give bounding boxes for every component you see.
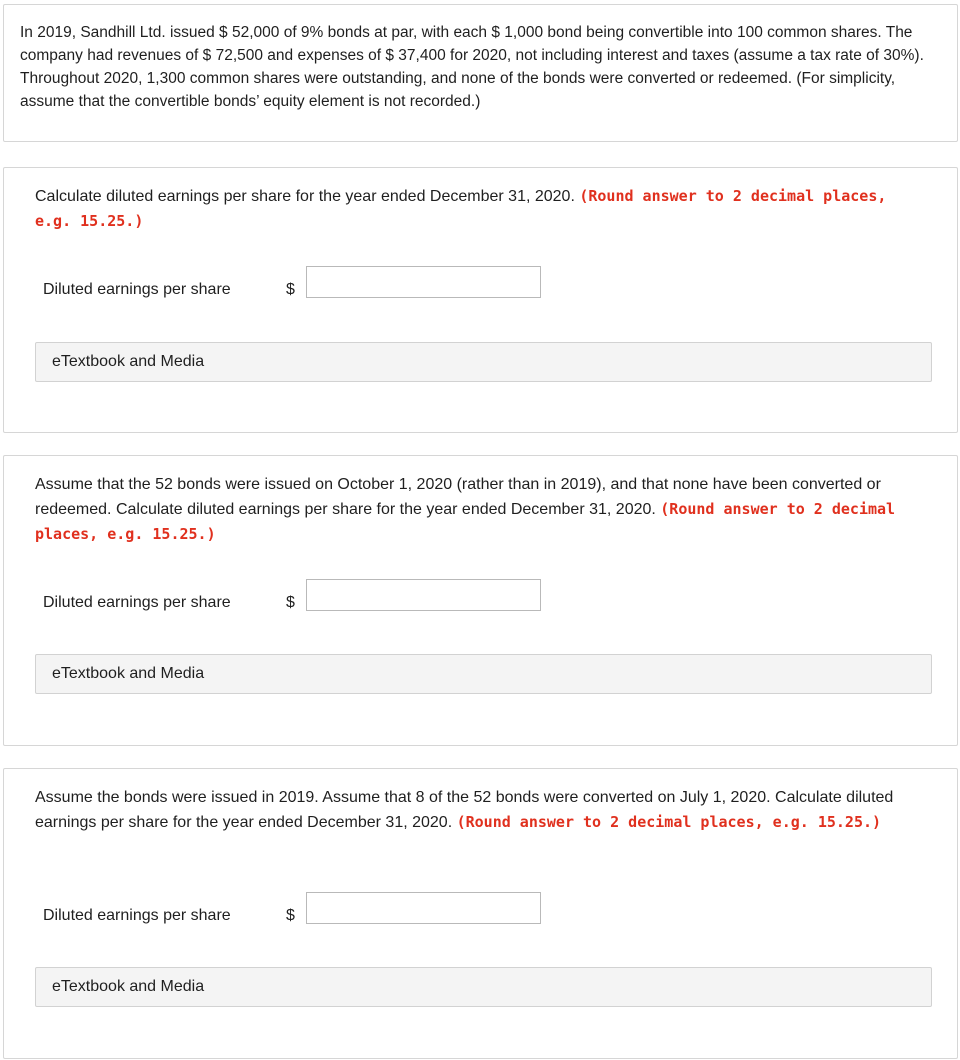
etextbook-media-button-2[interactable]: eTextbook and Media: [35, 654, 932, 694]
answer-label-3: Diluted earnings per share: [43, 907, 231, 924]
question-prompt-1: Calculate diluted earnings per share for the year ended December 31, 2020.: [35, 188, 580, 205]
question-text-3: [35, 786, 901, 835]
question-text-1: [35, 184, 901, 234]
currency-symbol-3: $: [286, 907, 295, 924]
question-card-2: [3, 455, 958, 746]
problem-statement-card: [3, 4, 958, 142]
diluted-eps-input-3[interactable]: [306, 892, 541, 924]
question-card-3: [3, 768, 958, 1059]
rounding-hint-1: (Round answer to 2 decimal places, e.g. 15.25.): [35, 187, 887, 230]
question-prompt-2: Assume that the 52 bonds were issued on October 1, 2020 (rather than in 2019), and that none have been converted or redeemed. Calculate diluted earnings per share for the year ended December 31, 2020.: [35, 476, 881, 518]
currency-symbol-1: $: [286, 281, 295, 298]
etextbook-media-button-1[interactable]: eTextbook and Media: [35, 342, 932, 382]
question-prompt-3: Assume the bonds were issued in 2019. Assume that 8 of the 52 bonds were converted on July 1, 2020. Calculate diluted earnings per share for the year ended December 31, 2020.: [35, 789, 894, 831]
problem-statement-text: In 2019, Sandhill Ltd. issued $ 52,000 of 9% bonds at par, with each $ 1,000 bond being convertible into 100 common shares. The company had revenues of $ 72,500 and expenses of $ 37,400 for 2020, not including interest and taxes (assume a tax rate of 30%). Throughout 2020, 1,300 common shares were outstanding, and none of the bonds were converted or redeemed. (For simplicity, assume that the convertible bonds’ equity element is not recorded.): [20, 24, 924, 110]
diluted-eps-input-1[interactable]: [306, 266, 541, 298]
rounding-hint-2: (Round answer to 2 decimal places, e.g. 15.25.): [35, 500, 896, 543]
diluted-eps-input-2[interactable]: [306, 579, 541, 611]
rounding-hint-3: (Round answer to 2 decimal places, e.g. 15.25.): [456, 813, 882, 831]
currency-symbol-2: $: [286, 594, 295, 611]
etextbook-media-button-3[interactable]: eTextbook and Media: [35, 967, 932, 1007]
question-card-1: [3, 167, 958, 433]
question-text-2: [35, 473, 901, 547]
answer-label-1: Diluted earnings per share: [43, 281, 231, 298]
answer-label-2: Diluted earnings per share: [43, 594, 231, 611]
